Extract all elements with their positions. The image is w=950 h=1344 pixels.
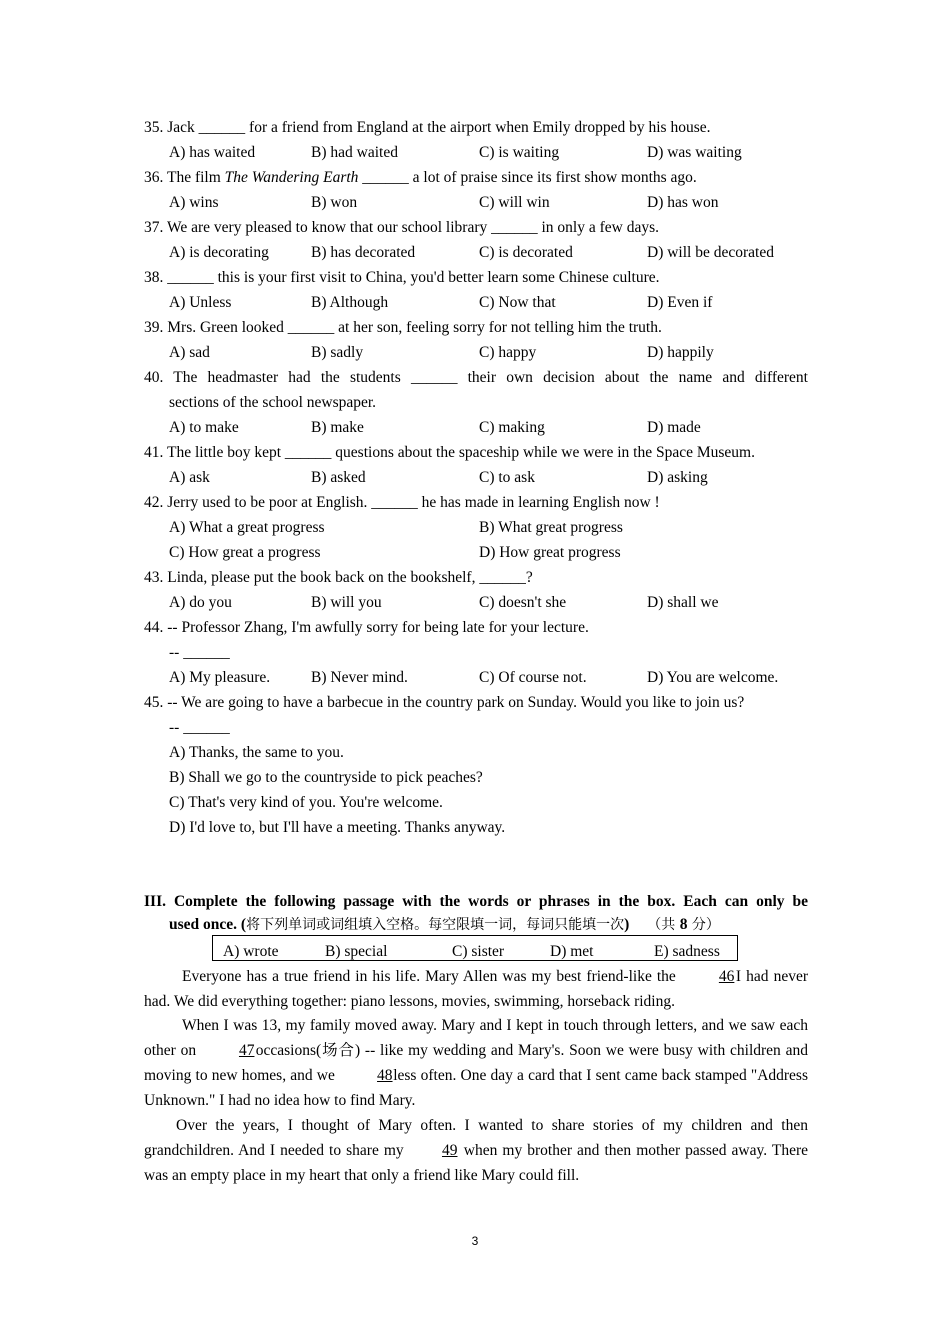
question-37-stem: 37. We are very pleased to know that our school library ______ in only a few days.: [144, 219, 660, 236]
option-c: C) Now that: [479, 294, 556, 311]
question-39-stem: 39. Mrs. Green looked ______ at her son, feeling sorry for not telling him the truth.: [144, 319, 662, 336]
title-chinese-instruction: 将下列单词或词组填入空格。每空限填一词，每词只能填一次: [246, 917, 625, 933]
option-c: C) Of course not.: [479, 669, 587, 686]
question-40-stem-continued: sections of the school newspaper.: [169, 394, 377, 411]
passage-text: When I was 13, my family moved away. Mary and I kept in touch through letters, and we saw each other on: [144, 1017, 808, 1059]
option-a: A) Unless: [169, 294, 232, 311]
option-d: D) shall we: [647, 594, 719, 611]
question-40-stem: 40. The headmaster had the students ______ their own decision about the name and different: [144, 369, 808, 386]
section-3-title: III. Complete the following passage with the words or phrases in the box. Each can only be: [144, 893, 808, 910]
option-b: B) Never mind.: [311, 669, 408, 686]
option-b: B) What great progress: [479, 519, 623, 536]
score-number: 8: [679, 916, 688, 933]
passage-text: occasions(场合) -- like my wedding and Mary's. Soon we were busy with children and moving to new homes, and we: [144, 1042, 808, 1084]
option-a: A) has waited: [169, 144, 256, 161]
option-d: D) How great progress: [479, 544, 621, 561]
option-a: A) My pleasure.: [169, 669, 271, 686]
blank-49: 49: [441, 1142, 458, 1159]
option-b: B) won: [311, 194, 358, 211]
option-b: B) make: [311, 419, 364, 436]
option-b: B) asked: [311, 469, 366, 486]
passage-text: I had never had. We did everything together: piano lessons, movies, swimming, horseback riding.: [144, 968, 808, 1010]
title-bold-text: used once. (: [169, 916, 247, 933]
word-box-item: E) sadness: [654, 943, 720, 960]
question-42-stem: 42. Jerry used to be poor at English. ______ he has made in learning English now !: [144, 494, 660, 511]
score-suffix: 分）: [687, 917, 720, 933]
option-c: C) doesn't she: [479, 594, 567, 611]
option-d: D) has won: [647, 194, 719, 211]
option-c: C) How great a progress: [169, 544, 321, 561]
option-d: D) You are welcome.: [647, 669, 779, 686]
passage-text: less often. One day a card that I sent came back stamped "Address Unknown." I had no idea how to find Mary.: [144, 1067, 808, 1109]
option-a: A) to make: [169, 419, 239, 436]
passage-text: Over the years, I thought of Mary often. I wanted to share stories of my children and then grandchildren. And I needed to share my: [144, 1117, 808, 1159]
option-a: A) Thanks, the same to you.: [169, 744, 344, 761]
option-d: D) made: [647, 419, 701, 436]
word-box-item: A) wrote: [223, 943, 279, 960]
passage-text: Everyone has a true friend in his life. Mary Allen was my best friend-like the: [182, 968, 681, 985]
option-b: B) has decorated: [311, 244, 416, 261]
page-number: 3: [471, 1234, 479, 1248]
option-d: D) was waiting: [647, 144, 742, 161]
blank-47: 47: [238, 1042, 255, 1059]
option-b: B) will you: [311, 594, 382, 611]
option-c: C) That's very kind of you. You're welcome.: [169, 794, 443, 811]
question-43-stem: 43. Linda, please put the book back on the bookshelf, ______?: [144, 569, 533, 586]
question-44-stem: 44. -- Professor Zhang, I'm awfully sorry for being late for your lecture.: [144, 619, 589, 636]
option-b: B) sadly: [311, 344, 364, 361]
blank-46: 46: [718, 968, 735, 985]
option-a: A) What a great progress: [169, 519, 325, 536]
option-c: C) will win: [479, 194, 550, 211]
question-38-stem: 38. ______ this is your first visit to China, you'd better learn some Chinese culture.: [144, 269, 660, 286]
option-a: A) sad: [169, 344, 210, 361]
option-a: A) do you: [169, 594, 232, 611]
option-b: B) Shall we go to the countryside to pick peaches?: [169, 769, 483, 786]
stem-suffix: ______ a lot of praise since its first show months ago.: [358, 169, 697, 186]
word-box-item: D) met: [550, 943, 594, 960]
film-title: The Wandering Earth: [224, 169, 359, 186]
word-box-item: B) special: [325, 943, 388, 960]
passage-text: when my brother and then mother passed away. There was an empty place in my heart that only a friend like Mary could fill.: [144, 1142, 809, 1184]
word-box-item: C) sister: [452, 943, 505, 960]
question-36-stem: [144, 168, 808, 188]
option-a: A) is decorating: [169, 244, 269, 261]
option-c: C) is decorated: [479, 244, 573, 261]
option-c: C) happy: [479, 344, 537, 361]
section-3-title-line2: [169, 915, 809, 935]
stem-prefix: 36. The film: [144, 169, 225, 186]
option-d: D) asking: [647, 469, 708, 486]
question-45-response-blank: -- ______: [169, 719, 230, 736]
question-41-stem: 41. The little boy kept ______ questions about the spaceship while we were in the Space Museum.: [144, 444, 755, 461]
title-close-paren: ): [624, 916, 630, 933]
question-35-stem: 35. Jack ______ for a friend from England at the airport when Emily dropped by his house.: [144, 119, 711, 136]
option-a: A) ask: [169, 469, 210, 486]
score-prefix: （共: [647, 917, 680, 933]
option-b: B) Although: [311, 294, 389, 311]
option-c: C) to ask: [479, 469, 535, 486]
passage-paragraph-3: [144, 1113, 808, 1188]
option-c: C) is waiting: [479, 144, 560, 161]
option-a: A) wins: [169, 194, 219, 211]
passage-paragraph-2: [144, 1013, 808, 1113]
question-44-response-blank: -- ______: [169, 644, 230, 661]
option-b: B) had waited: [311, 144, 398, 161]
blank-48: 48: [377, 1067, 393, 1084]
question-45-stem: 45. -- We are going to have a barbecue in the country park on Sunday. Would you like to join us?: [144, 694, 745, 711]
option-c: C) making: [479, 419, 545, 436]
option-d: D) happily: [647, 344, 714, 361]
option-d: D) will be decorated: [647, 244, 774, 261]
option-d: D) I'd love to, but I'll have a meeting. Thanks anyway.: [169, 819, 506, 836]
option-d: D) Even if: [647, 294, 713, 311]
passage-paragraph-1: [144, 964, 808, 1014]
word-box: [212, 935, 738, 961]
